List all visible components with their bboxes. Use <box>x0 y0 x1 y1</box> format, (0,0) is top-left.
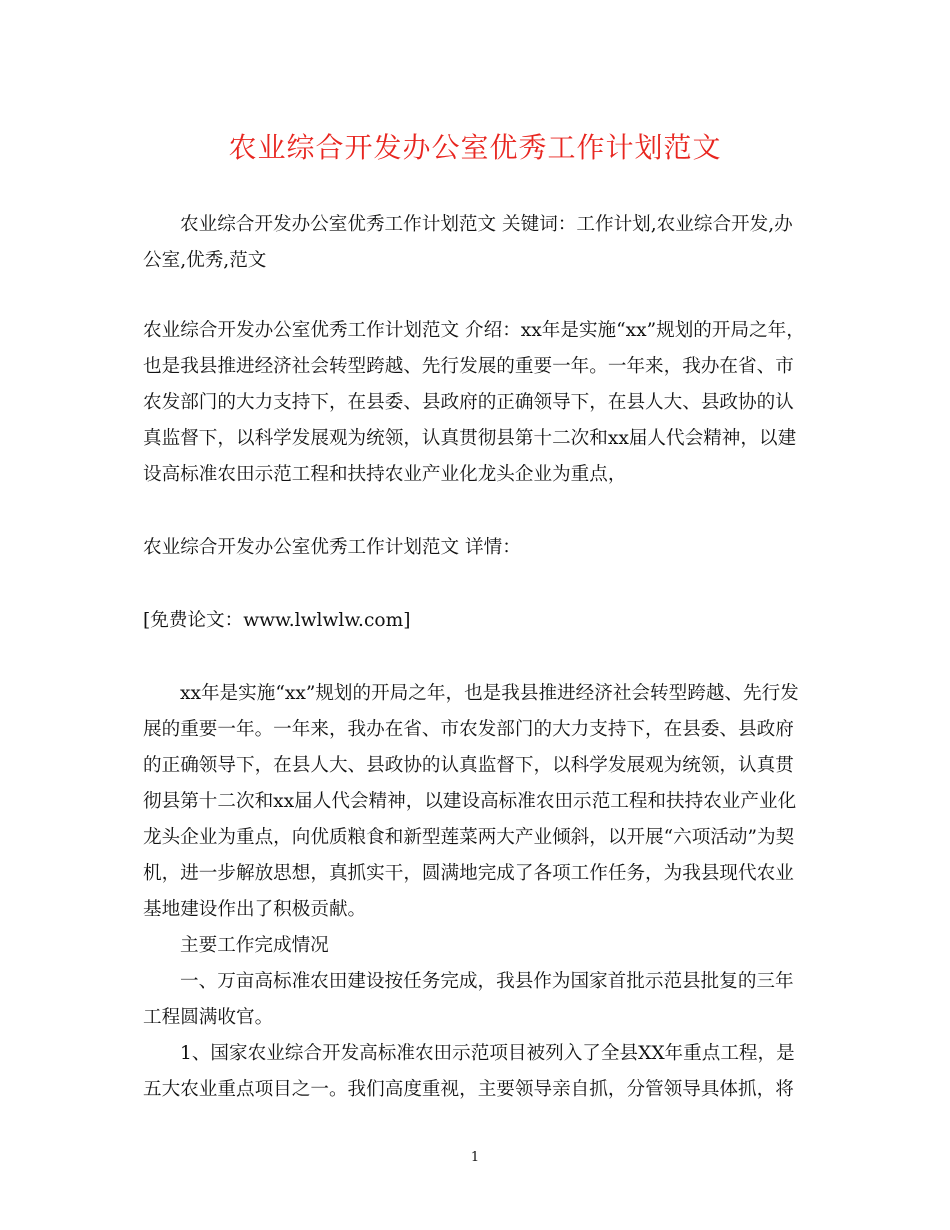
intro-paragraph: 农业综合开发办公室优秀工作计划范文 介绍：xx年是实施“xx”规划的开局之年，也是我县推进经济社会转型跨越、先行发展的重要一年。一年来，我办在省、市农发部门的大力支持下，在县委、县政府的正确领导下，在县人大、县政协的认真监督下，以科学发展观为统领，认真贯彻县第十二次和xx届人代会精神，以建设高标准农田示范工程和扶持农业产业化龙头企业为重点， <box>143 320 805 485</box>
document-title: 农业综合开发办公室优秀工作计划范文 <box>228 131 722 164</box>
item-one-one-paragraph: 1、国家农业综合开发高标准农田示范项目被列入了全县XX年重点工程，是五大农业重点项目之一。我们高度重视，主要领导亲自抓，分管领导具体抓，将 <box>143 1043 795 1100</box>
source-link[interactable]: [免费论文：www.lwlwlw.com] <box>143 610 411 631</box>
keywords-paragraph: 农业综合开发办公室优秀工作计划范文 关键词：工作计划,农业综合开发,办公室,优秀,范文 <box>143 214 793 271</box>
section-heading: 主要工作完成情况 <box>180 935 329 956</box>
body-paragraph: xx年是实施“xx”规划的开局之年，也是我县推进经济社会转型跨越、先行发展的重要一年。一年来，我办在省、市农发部门的大力支持下，在县委、县政府的正确领导下，在县人大、县政协的认真监督下，以科学发展观为统领，认真贯彻县第十二次和xx届人代会精神，以建设高标准农田示范工程和扶持农业产业化龙头企业为重点，向优质粮食和新型莲菜两大产业倾斜，以开展“六项活动”为契机，进一步解放思想，真抓实干，圆满地完成了各项工作任务，为我县现代农业基地建设作出了积极贡献。 <box>143 683 799 920</box>
page-number: 1 <box>470 1150 480 1165</box>
details-label: 农业综合开发办公室优秀工作计划范文 详情： <box>143 537 521 558</box>
item-one-paragraph: 一、万亩高标准农田建设按任务完成，我县作为国家首批示范县批复的三年工程圆满收官。 <box>143 971 794 1028</box>
